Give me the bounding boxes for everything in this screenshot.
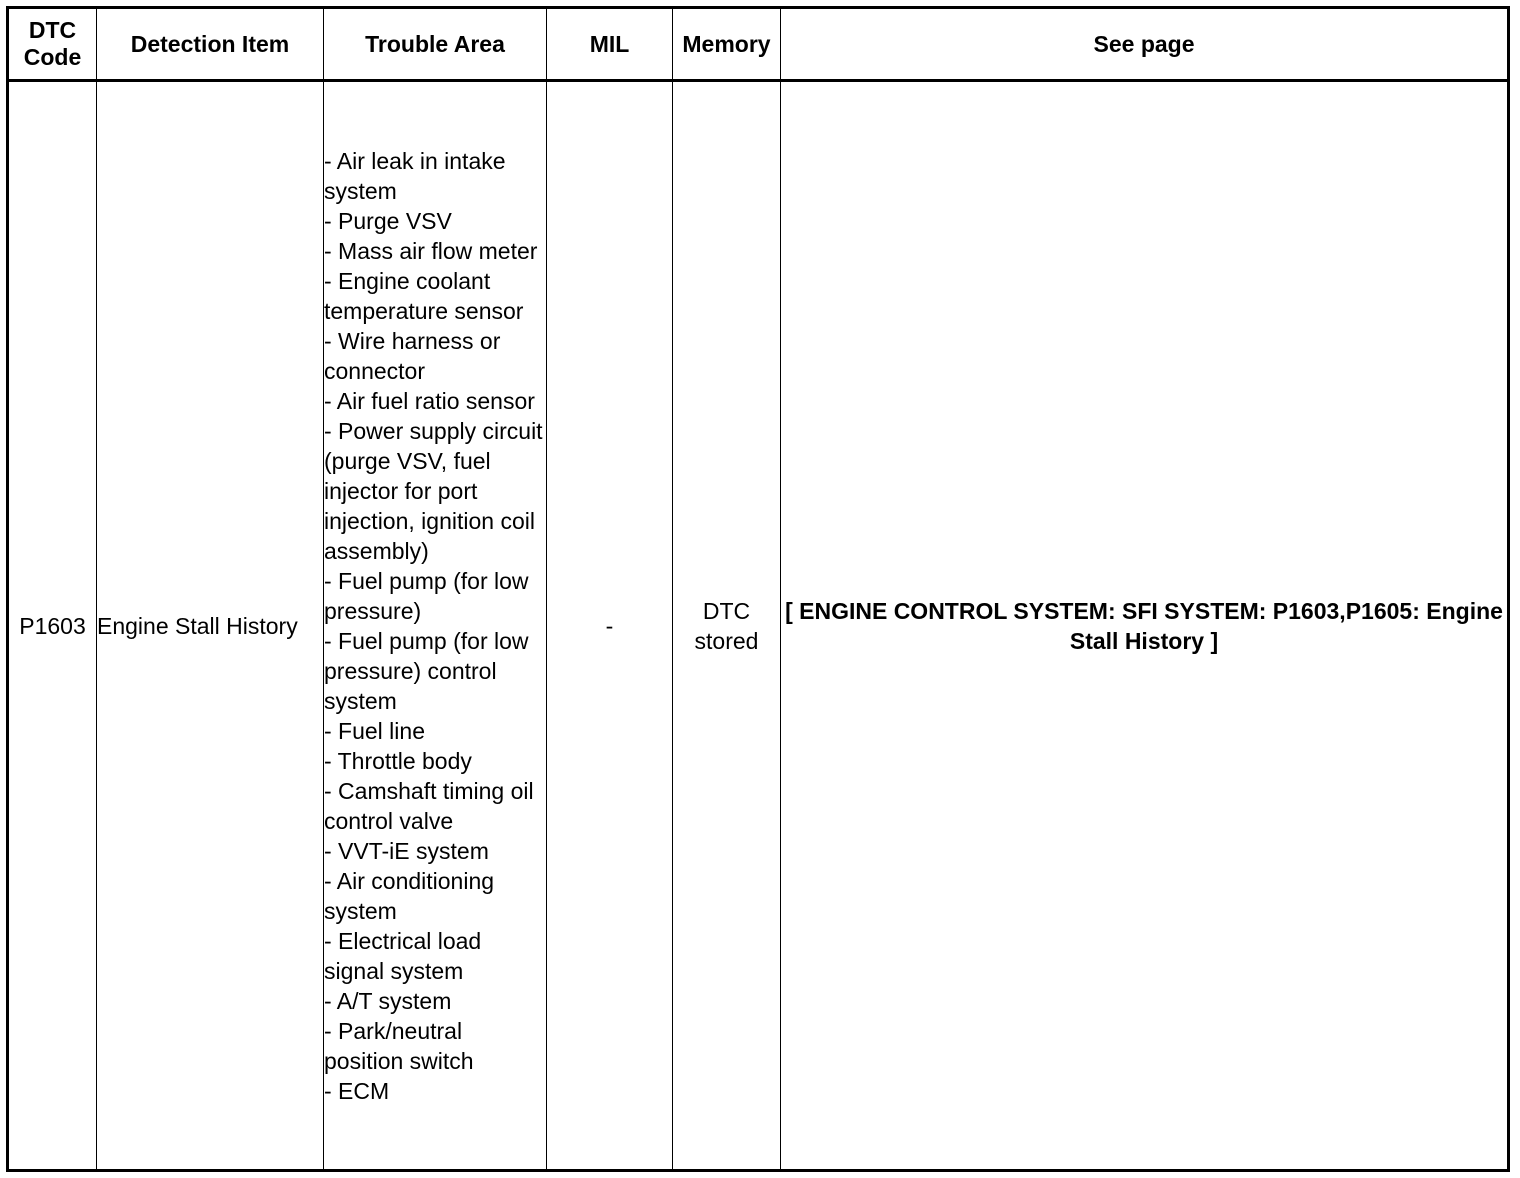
- list-item: - Air conditioning system: [324, 867, 495, 924]
- list-item: - Camshaft timing oil control valve: [324, 777, 534, 834]
- see-page-link[interactable]: [ ENGINE CONTROL SYSTEM: SFI SYSTEM: P1603,P1605: Engine Stall History ]: [785, 597, 1503, 654]
- list-item: - Power supply circuit (purge VSV, fuel injector for port injection, ignition coil assembly): [324, 417, 543, 564]
- list-item: - Fuel pump (for low pressure) control system: [324, 627, 529, 714]
- dtc-code-cell: P1603: [8, 81, 97, 1171]
- table-header-row: [8, 8, 1509, 81]
- list-item: - ECM: [324, 1077, 390, 1104]
- list-item: - Park/neutral position switch: [324, 1017, 474, 1074]
- list-item: - Wire harness or connector: [324, 327, 501, 384]
- header-see-page: See page: [781, 8, 1509, 81]
- list-item: - Air leak in intake system: [324, 147, 506, 204]
- trouble-area-list: [324, 146, 546, 1106]
- header-detection-item: Detection Item: [97, 8, 324, 81]
- trouble-area-cell: [324, 81, 547, 1171]
- see-page-cell: [781, 81, 1509, 1171]
- list-item: - Engine coolant temperature sensor: [324, 267, 524, 324]
- list-item: - Fuel pump (for low pressure): [324, 567, 529, 624]
- list-item: - Fuel line: [324, 717, 425, 744]
- mil-cell: -: [547, 81, 673, 1171]
- list-item: - Mass air flow meter: [324, 237, 538, 264]
- detection-item-cell: Engine Stall History: [97, 81, 324, 1171]
- table-row: [8, 81, 1509, 1171]
- list-item: - Purge VSV: [324, 207, 452, 234]
- header-dtc-code: DTC Code: [8, 8, 97, 81]
- header-trouble-area: Trouble Area: [324, 8, 547, 81]
- list-item: - Air fuel ratio sensor: [324, 387, 535, 414]
- memory-cell: DTC stored: [673, 81, 781, 1171]
- dtc-table: [6, 6, 1510, 1172]
- list-item: - Electrical load signal system: [324, 927, 482, 984]
- header-mil: MIL: [547, 8, 673, 81]
- header-memory: Memory: [673, 8, 781, 81]
- list-item: - Throttle body: [324, 747, 472, 774]
- list-item: - VVT-iE system: [324, 837, 489, 864]
- list-item: - A/T system: [324, 987, 452, 1014]
